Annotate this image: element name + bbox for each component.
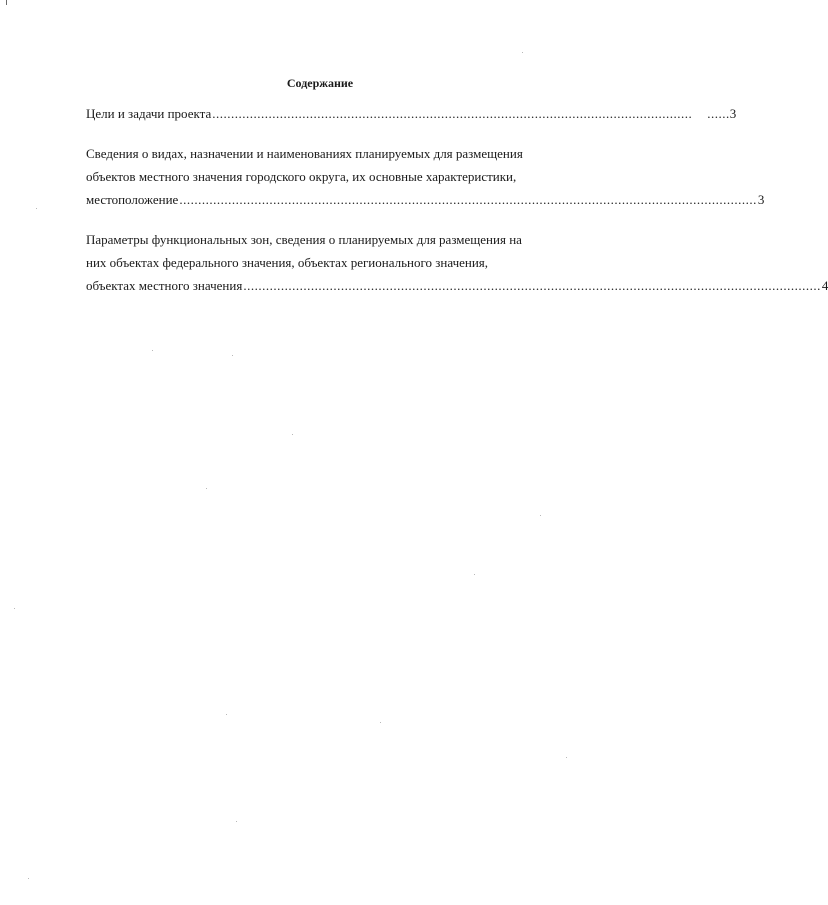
scan-speck	[232, 355, 233, 356]
scan-artifact-mark	[6, 0, 7, 5]
dot-leader-tail: ......	[707, 106, 730, 121]
toc-entry-text-line: объектов местного значения городского округа, их основные характеристики,	[86, 169, 517, 184]
toc-page-number: 3	[729, 106, 737, 121]
toc-entry-facilities[interactable]	[86, 192, 765, 208]
scan-speck	[522, 52, 523, 53]
toc-heading: Содержание	[286, 76, 354, 90]
scan-speck	[540, 515, 541, 516]
dot-leader: ................................................................................................................................	[212, 106, 693, 121]
scan-speck	[28, 878, 29, 879]
scan-speck	[474, 574, 475, 575]
toc-page-number: 4	[821, 278, 828, 293]
toc-entry-goals[interactable]	[86, 106, 737, 122]
scan-speck	[380, 722, 381, 723]
scan-speck	[36, 208, 37, 209]
scan-speck	[292, 434, 293, 435]
toc-entry-text-line: них объектах федерального значения, объектах регионального значения,	[86, 255, 489, 270]
dot-leader: ..........................................................................................................................................................	[243, 278, 821, 293]
scan-speck	[236, 821, 237, 822]
toc-entry-label: объектах местного значения	[86, 278, 243, 293]
scan-speck	[566, 757, 567, 758]
toc-entry-text-line: Параметры функциональных зон, сведения о планируемых для размещения на	[86, 232, 522, 247]
toc-entry-label: местоположение	[86, 192, 179, 207]
scan-speck	[226, 714, 227, 715]
scan-speck	[152, 350, 153, 351]
toc-entry-text-line: Сведения о видах, назначении и наименованиях планируемых для размещения	[86, 146, 523, 161]
toc-entry-zones[interactable]	[86, 278, 828, 294]
dot-leader: ..........................................................................................................................................................	[179, 192, 757, 207]
toc-entry-label: Цели и задачи проекта	[86, 106, 212, 121]
scan-speck	[14, 608, 15, 609]
scan-speck	[206, 488, 207, 489]
toc-page-number: 3	[757, 192, 765, 207]
